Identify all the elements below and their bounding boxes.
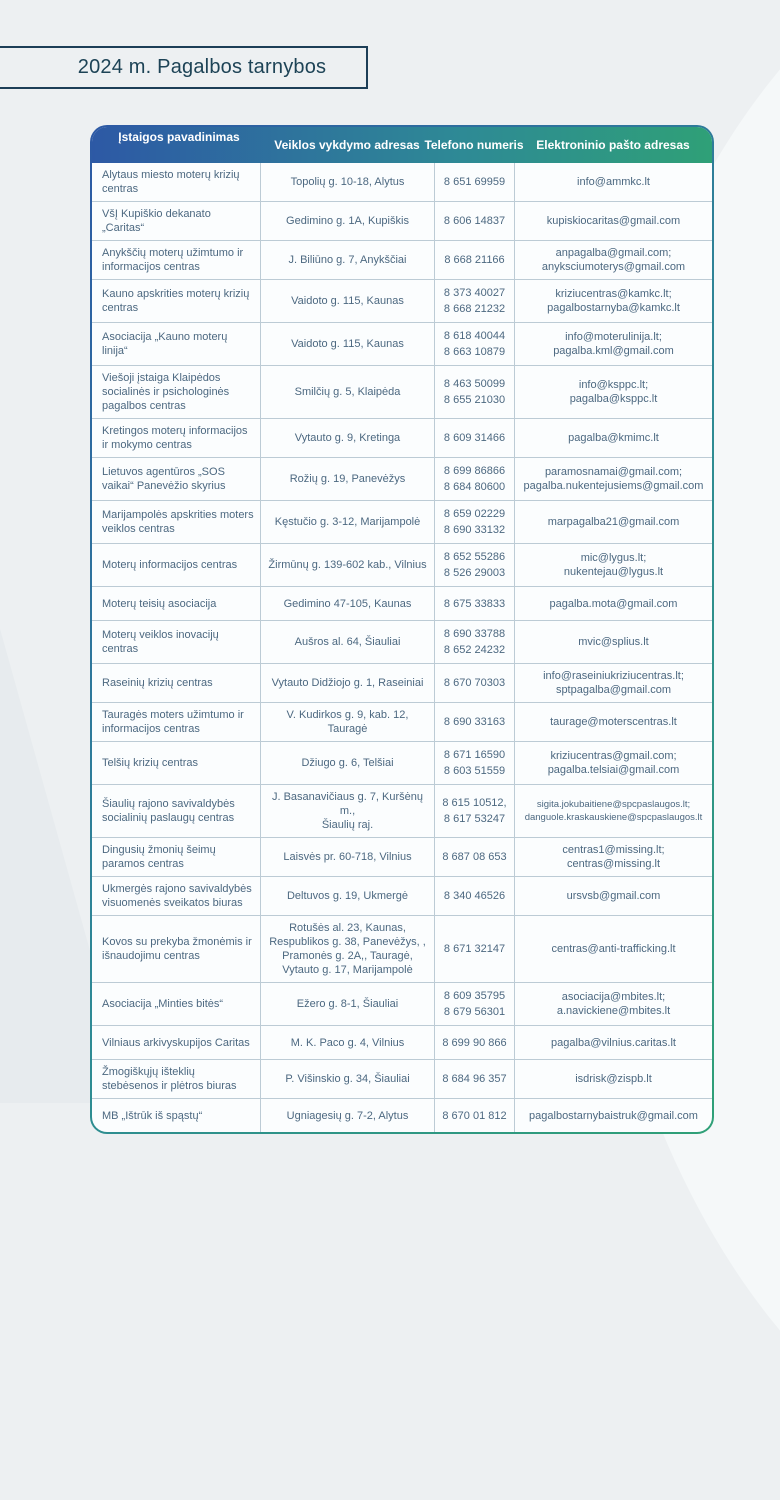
cell-institution: Anykščių moterų užimtumo ir informacijos centras bbox=[102, 247, 244, 273]
cell-email: info@moterulinija.lt; pagalba.kml@gmail.com bbox=[514, 323, 712, 365]
cell-institution: Raseinių krizių centras bbox=[102, 677, 213, 689]
cell-institution: Moterų veiklos inovacijų centras bbox=[102, 629, 219, 655]
cell-phone: 8 671 16590 8 603 51559 bbox=[434, 742, 514, 784]
cell-email: paramosnamai@gmail.com; pagalba.nukentejusiems@gmail.com bbox=[514, 458, 712, 500]
cell-address: J. Biliūno g. 7, Anykščiai bbox=[260, 241, 434, 279]
table-row bbox=[92, 703, 712, 742]
table-row bbox=[92, 587, 712, 621]
cell-institution: Tauragės moters užimtumo ir informacijos centras bbox=[102, 709, 244, 735]
cell-email: marpagalba21@gmail.com bbox=[514, 501, 712, 543]
cell-phone: 8 687 08 653 bbox=[434, 838, 514, 876]
cell-email: mvic@splius.lt bbox=[514, 621, 712, 663]
cell-email: isdrisk@zispb.lt bbox=[514, 1060, 712, 1098]
table-row bbox=[92, 785, 712, 838]
table-row bbox=[92, 458, 712, 501]
cell-institution: MB „Ištrūk iš spąstų“ bbox=[102, 1109, 203, 1122]
table-row bbox=[92, 419, 712, 458]
cell-phone: 8 699 86866 8 684 80600 bbox=[434, 458, 514, 500]
table-row bbox=[92, 1099, 712, 1132]
cell-phone: 8 606 14837 bbox=[434, 202, 514, 240]
cell-address: Rotušės al. 23, Kaunas, Respublikos g. 38, Panevėžys, , Pramonės g. 2A,, Tauragė, Vytauto g. 17, Marijampolė bbox=[260, 916, 434, 982]
cell-email: pagalba.mota@gmail.com bbox=[514, 587, 712, 620]
cell-email: pagalbostarnybaistruk@gmail.com bbox=[514, 1099, 712, 1132]
table-row bbox=[92, 838, 712, 877]
cell-email: centras1@missing.lt; centras@missing.lt bbox=[514, 838, 712, 876]
cell-phone: 8 671 32147 bbox=[434, 916, 514, 982]
table-header bbox=[92, 127, 712, 163]
cell-address: Aušros al. 64, Šiauliai bbox=[260, 621, 434, 663]
cell-phone: 8 670 70303 bbox=[434, 664, 514, 702]
table-row bbox=[92, 241, 712, 280]
cell-email: pagalba@vilnius.caritas.lt bbox=[514, 1026, 712, 1059]
cell-institution: Kauno apskrities moterų krizių centras bbox=[102, 288, 250, 314]
cell-email: anpagalba@gmail.com; anyksciumoterys@gmail.com bbox=[514, 241, 712, 279]
cell-address: Vaidoto g. 115, Kaunas bbox=[260, 323, 434, 365]
table-row bbox=[92, 877, 712, 916]
table-row bbox=[92, 621, 712, 664]
column-header-institution: Įstaigos pavadinimas bbox=[118, 130, 240, 144]
cell-email: kupiskiocaritas@gmail.com bbox=[514, 202, 712, 240]
cell-institution: Asociacija „Kauno moterų linija“ bbox=[102, 331, 228, 357]
cell-phone: 8 609 35795 8 679 56301 bbox=[434, 983, 514, 1025]
cell-email: mic@lygus.lt; nukentejau@lygus.lt bbox=[514, 544, 712, 586]
cell-phone: 8 609 31466 bbox=[434, 419, 514, 457]
cell-phone: 8 675 33833 bbox=[434, 587, 514, 620]
table-row bbox=[92, 916, 712, 983]
cell-address: M. K. Paco g. 4, Vilnius bbox=[260, 1026, 434, 1059]
cell-email: kriziucentras@kamkc.lt; pagalbostarnyba@kamkc.lt bbox=[514, 280, 712, 322]
cell-address: Topolių g. 10-18, Alytus bbox=[260, 163, 434, 201]
cell-phone: 8 670 01 812 bbox=[434, 1099, 514, 1132]
table-row bbox=[92, 280, 712, 323]
table-row bbox=[92, 983, 712, 1026]
cell-institution: VšĮ Kupiškio dekanato „Caritas“ bbox=[102, 208, 211, 234]
cell-email: ursvsb@gmail.com bbox=[514, 877, 712, 915]
table-row bbox=[92, 366, 712, 419]
cell-address: Džiugo g. 6, Telšiai bbox=[260, 742, 434, 784]
cell-institution: Ukmergės rajono savivaldybės visuomenės sveikatos biuras bbox=[102, 883, 252, 909]
cell-address: Rožių g. 19, Panevėžys bbox=[260, 458, 434, 500]
cell-phone: 8 690 33163 bbox=[434, 703, 514, 741]
cell-phone: 8 684 96 357 bbox=[434, 1060, 514, 1098]
cell-address: Kęstučio g. 3-12, Marijampolė bbox=[260, 501, 434, 543]
cell-phone: 8 615 10512, 8 617 53247 bbox=[434, 785, 514, 837]
cell-email: sigita.jokubaitiene@spcpaslaugos.lt; danguole.kraskauskiene@spcpaslaugos.lt bbox=[514, 785, 712, 837]
cell-email: centras@anti-trafficking.lt bbox=[514, 916, 712, 982]
cell-address: Ugniagesių g. 7-2, Alytus bbox=[260, 1099, 434, 1132]
cell-phone: 8 668 21166 bbox=[434, 241, 514, 279]
page-title-box bbox=[0, 46, 368, 89]
cell-institution: Vilniaus arkivyskupijos Caritas bbox=[102, 1036, 250, 1049]
cell-institution: Žmogiškųjų išteklių stebėsenos ir plėtros biuras bbox=[102, 1066, 237, 1092]
cell-email: kriziucentras@gmail.com; pagalba.telsiai@gmail.com bbox=[514, 742, 712, 784]
cell-institution: Dingusių žmonių šeimų paramos centras bbox=[102, 844, 216, 870]
cell-address: Gedimino 47-105, Kaunas bbox=[260, 587, 434, 620]
cell-address: Laisvės pr. 60-718, Vilnius bbox=[260, 838, 434, 876]
table-body bbox=[92, 163, 712, 1132]
column-header-phone: Telefono numeris bbox=[424, 138, 524, 152]
table-row bbox=[92, 202, 712, 241]
cell-institution: Telšių krizių centras bbox=[102, 757, 198, 769]
cell-email: taurage@moterscentras.lt bbox=[514, 703, 712, 741]
cell-phone: 8 651 69959 bbox=[434, 163, 514, 201]
cell-address: Ežero g. 8-1, Šiauliai bbox=[260, 983, 434, 1025]
cell-institution: Alytaus miesto moterų krizių centras bbox=[102, 169, 240, 195]
cell-address: P. Višinskio g. 34, Šiauliai bbox=[260, 1060, 434, 1098]
cell-address: Vytauto g. 9, Kretinga bbox=[260, 419, 434, 457]
cell-institution: Kovos su prekyba žmonėmis ir išnaudojimu centras bbox=[102, 936, 252, 962]
cell-institution: Šiaulių rajono savivaldybės socialinių paslaugų centras bbox=[102, 798, 235, 824]
cell-address: Deltuvos g. 19, Ukmergė bbox=[260, 877, 434, 915]
table-row bbox=[92, 501, 712, 544]
cell-phone: 8 690 33788 8 652 24232 bbox=[434, 621, 514, 663]
column-header-email: Elektroninio pašto adresas bbox=[536, 138, 690, 152]
cell-address: Vytauto Didžiojo g. 1, Raseiniai bbox=[260, 664, 434, 702]
table-row bbox=[92, 664, 712, 703]
cell-email: info@ksppc.lt; pagalba@ksppc.lt bbox=[514, 366, 712, 418]
cell-institution: Moterų teisių asociacija bbox=[102, 597, 217, 610]
cell-institution: Asociacija „Minties bitės“ bbox=[102, 998, 224, 1010]
cell-phone: 8 618 40044 8 663 10879 bbox=[434, 323, 514, 365]
cell-email: pagalba@kmimc.lt bbox=[514, 419, 712, 457]
cell-address: J. Basanavičiaus g. 7, Kuršėnų m., Šiaulių raj. bbox=[260, 785, 434, 837]
cell-institution: Lietuvos agentūros „SOS vaikai“ Panevėžio skyrius bbox=[102, 466, 226, 492]
cell-institution: Viešoji įstaiga Klaipėdos socialinės ir psichologinės pagalbos centras bbox=[102, 372, 230, 412]
cell-email: asociacija@mbites.lt; a.navickiene@mbites.lt bbox=[514, 983, 712, 1025]
table-row bbox=[92, 323, 712, 366]
table-row bbox=[92, 1060, 712, 1099]
cell-phone: 8 340 46526 bbox=[434, 877, 514, 915]
table-row bbox=[92, 163, 712, 202]
cell-address: Vaidoto g. 115, Kaunas bbox=[260, 280, 434, 322]
cell-phone: 8 373 40027 8 668 21232 bbox=[434, 280, 514, 322]
cell-email: info@ammkc.lt bbox=[514, 163, 712, 201]
cell-address: Žirmūnų g. 139-602 kab., Vilnius bbox=[260, 544, 434, 586]
table-row bbox=[92, 1026, 712, 1060]
cell-email: info@raseiniukriziucentras.lt; sptpagalba@gmail.com bbox=[514, 664, 712, 702]
services-table-inner bbox=[92, 127, 712, 1132]
cell-institution: Kretingos moterų informacijos ir mokymo centras bbox=[102, 425, 248, 451]
cell-phone: 8 652 55286 8 526 29003 bbox=[434, 544, 514, 586]
table-row bbox=[92, 742, 712, 785]
cell-phone: 8 699 90 866 bbox=[434, 1026, 514, 1059]
cell-institution: Marijampolės apskrities moters veiklos centras bbox=[102, 509, 254, 535]
services-table bbox=[90, 125, 714, 1134]
cell-address: V. Kudirkos g. 9, kab. 12, Tauragė bbox=[260, 703, 434, 741]
cell-phone: 8 659 02229 8 690 33132 bbox=[434, 501, 514, 543]
cell-phone: 8 463 50099 8 655 21030 bbox=[434, 366, 514, 418]
cell-institution: Moterų informacijos centras bbox=[102, 559, 238, 571]
page-title: 2024 m. Pagalbos tarnybos bbox=[77, 56, 327, 78]
cell-address: Gedimino g. 1A, Kupiškis bbox=[260, 202, 434, 240]
cell-address: Smilčių g. 5, Klaipėda bbox=[260, 366, 434, 418]
column-header-address: Veiklos vykdymo adresas bbox=[274, 138, 420, 152]
table-row bbox=[92, 544, 712, 587]
